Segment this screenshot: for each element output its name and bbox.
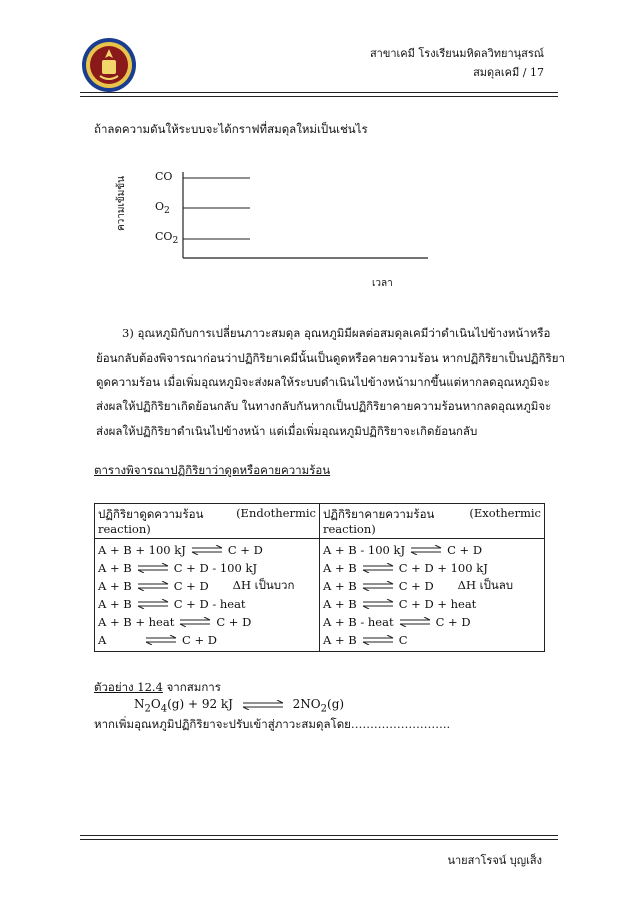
header-exothermic: ปฏิกิริยาคายความร้อน (Exothermic reaction) — [320, 504, 545, 539]
equilibrium-arrow-icon — [398, 617, 432, 627]
table-header-row — [95, 504, 545, 539]
equilibrium-arrow-icon — [361, 635, 395, 645]
equilibrium-arrow-icon — [136, 581, 170, 591]
y-axis-label: ความเข้มข้น — [116, 176, 127, 232]
header-school: สาขาเคมี โรงเรียนมหิดลวิทยานุสรณ์ — [369, 47, 544, 60]
equation-row: A + B C + D + 100 kJ — [323, 561, 488, 575]
example-label: ตัวอย่าง 12.4 จากสมการ — [94, 680, 221, 694]
equation-row: A + B C + D + heat — [323, 597, 477, 611]
equilibrium-arrow-icon — [409, 545, 443, 555]
footer-rule — [80, 839, 558, 840]
footer-author: นายสาโรจน์ บุญเส็ง — [447, 854, 542, 867]
equation-row: A + B - heat C + D — [323, 615, 471, 629]
endothermic-equations — [95, 539, 320, 652]
species-o2: $O_2$ — [155, 200, 170, 217]
header-rule-thin — [80, 96, 558, 97]
equation-row: A + B C — [323, 633, 408, 647]
example-equation: $N_2O_4(g) + 92$ kJ $2NO_2(g)$ — [134, 697, 345, 715]
header-topic-page: สมดุลเคมี / 17 — [473, 66, 544, 79]
equilibrium-arrow-icon — [144, 635, 178, 645]
concentration-graph — [180, 170, 430, 265]
equilibrium-arrow-icon — [241, 700, 285, 710]
equation-row: A C + D — [98, 633, 217, 647]
equilibrium-arrow-icon — [136, 563, 170, 573]
x-axis-label: เวลา — [372, 278, 393, 289]
species-co: CO — [155, 170, 173, 183]
equation-row: A + B C + D ΔH เป็นบวก — [98, 578, 295, 593]
endo-exo-table — [94, 503, 545, 652]
equation-row: A + B + 100 kJ C + D — [98, 543, 263, 557]
equation-row: A + B + heat C + D — [98, 615, 252, 629]
intro-question: ถ้าลดความดันให้ระบบจะได้กราฟที่สมดุลใหม่เป็นเช่นไร — [94, 122, 368, 136]
paragraph-line-1: 3) อุณหภูมิกับการเปลี่ยนภาวะสมดุล อุณหภูมิมีผลต่อสมดุลเคมีว่าดำเนินไปข้างหน้าหรือ — [122, 326, 551, 340]
equation-row: A + B C + D - 100 kJ — [98, 561, 258, 575]
paragraph-line-3: ดูดความร้อน เมื่อเพิ่มอุณหภูมิจะส่งผลให้ระบบดำเนินไปข้างหน้ามากขึ้นแต่หากลดอุณหภูมิจะ — [96, 375, 550, 389]
equilibrium-arrow-icon — [361, 599, 395, 609]
species-co2: $CO_2$ — [155, 230, 179, 247]
footer-rule-thin — [80, 835, 558, 836]
equilibrium-arrow-icon — [361, 581, 395, 591]
equilibrium-arrow-icon — [190, 545, 224, 555]
equilibrium-arrow-icon — [178, 617, 212, 627]
equilibrium-arrow-icon — [136, 599, 170, 609]
equation-row: A + B C + D - heat — [98, 597, 246, 611]
table-title: ตารางพิจารณาปฏิกิริยาว่าดูดหรือคายความร้อน — [94, 463, 331, 477]
paragraph-line-4: ส่งผลให้ปฏิกิริยาเกิดย้อนกลับ ในทางกลับกันหากเป็นปฏิกิริยาคายความร้อนหากลดอุณหภูมิจะ — [96, 399, 552, 413]
table-body-row — [95, 539, 545, 652]
paragraph-line-5: ส่งผลให้ปฏิกิริยาดำเนินไปข้างหน้า แต่เมื่อเพิ่มอุณหภูมิปฏิกิริยาจะเกิดย้อนกลับ — [96, 424, 478, 438]
exothermic-equations — [320, 539, 545, 652]
header-rule — [80, 92, 558, 93]
equation-row: A + B C + D ΔH เป็นลบ — [323, 578, 514, 593]
equation-row: A + B - 100 kJ C + D — [323, 543, 483, 557]
header-endothermic: ปฏิกิริยาดูดความร้อน (Endothermic reaction) — [95, 504, 320, 539]
equilibrium-arrow-icon — [361, 563, 395, 573]
paragraph-line-2: ย้อนกลับต้องพิจารณาก่อนว่าปฏิกิริยาเคมีนั้นเป็นดูดหรือคายความร้อน หากปฏิกิริยาเป็นปฏิกิริยา — [96, 351, 565, 365]
school-logo — [80, 36, 138, 94]
example-question: หากเพิ่มอุณหภูมิปฏิกิริยาจะปรับเข้าสู่ภาวะสมดุลโดย…………………….. — [94, 717, 451, 731]
